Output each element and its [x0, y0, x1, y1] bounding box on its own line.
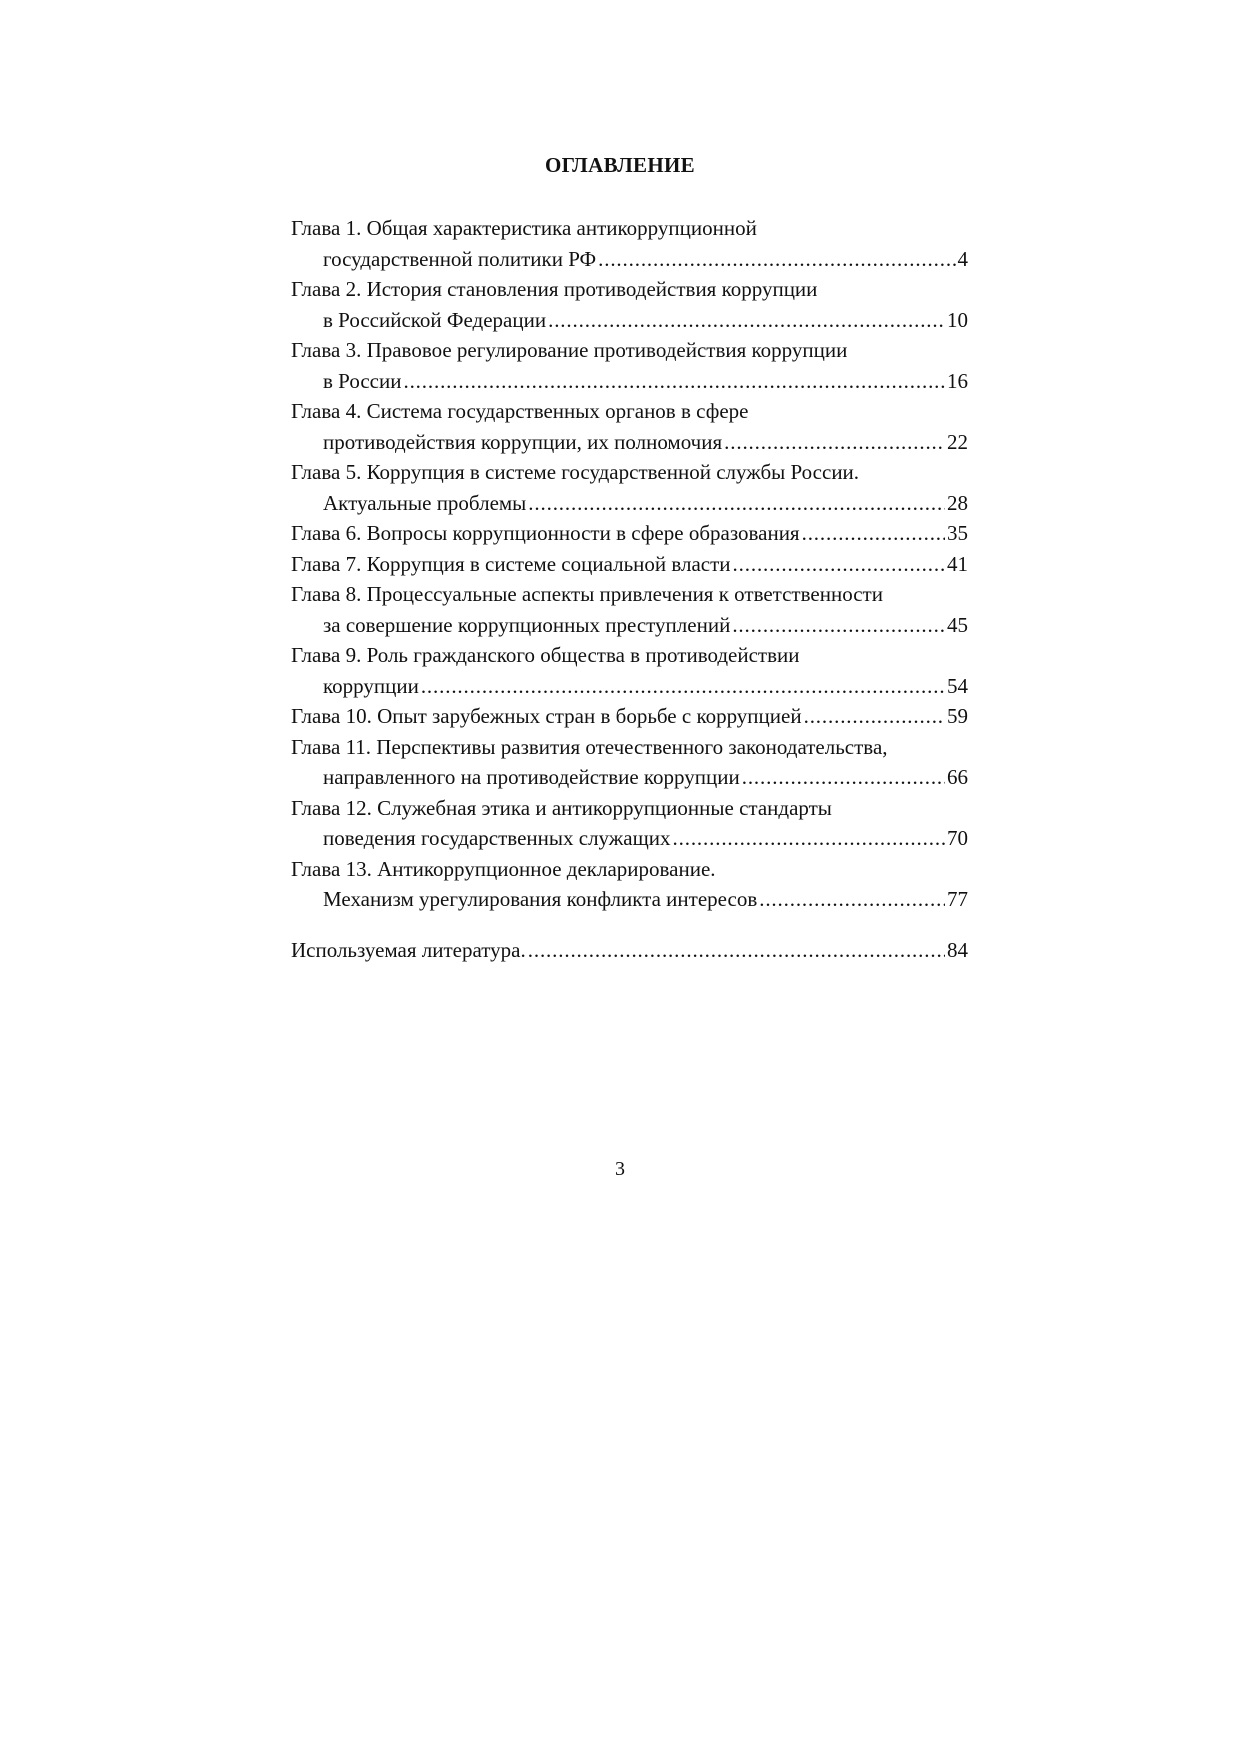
toc-entry-text: поведения государственных служащих	[323, 826, 671, 850]
toc-entry-text: Актуальные проблемы	[323, 490, 527, 515]
toc-line	[291, 671, 968, 702]
toc-line	[291, 884, 968, 915]
toc-entry[interactable]	[291, 457, 968, 518]
toc-page-number: 16	[947, 368, 968, 393]
page-number: 3	[615, 1158, 625, 1180]
dot-leader	[733, 549, 945, 580]
toc-entry[interactable]	[291, 335, 968, 396]
toc-entry-text: Глава 11. Перспективы развития отечественного законодательства,	[291, 734, 888, 759]
toc-entry-text: противодействия коррупции, их полномочия	[323, 429, 723, 454]
toc-line	[291, 274, 968, 305]
dot-leader	[421, 671, 945, 702]
toc-entry[interactable]	[291, 640, 968, 701]
toc-entry-text: Глава 3. Правовое регулирование противодействия коррупции	[291, 338, 848, 362]
toc-page-number: 4	[957, 246, 968, 271]
toc-title: ОГЛАВЛЕНИЕ	[545, 153, 695, 177]
dot-leader	[742, 762, 945, 793]
toc-entry-text: Глава 9. Роль гражданского общества в противодействии	[291, 643, 800, 667]
toc-entry-text: Глава 1. Общая характеристика антикоррупционной	[291, 216, 757, 240]
toc-entry[interactable]	[291, 579, 968, 640]
toc-line	[291, 244, 968, 275]
toc-line	[291, 366, 968, 397]
toc-page-number: 45	[947, 612, 968, 637]
toc-entry-text: Глава 8. Процессуальные аспекты привлечения к ответственности	[291, 582, 883, 606]
toc-page-number: 28	[947, 490, 968, 515]
toc-line	[291, 305, 968, 336]
toc-line	[291, 518, 968, 549]
toc-entry-text: Используемая литература.	[291, 937, 526, 962]
toc-entry[interactable]	[291, 396, 968, 457]
toc-line	[291, 610, 968, 641]
toc-entry-text: Глава 12. Служебная этика и антикоррупционные стандарты	[291, 795, 832, 820]
toc-entry-text: Механизм урегулирования конфликта интересов	[323, 887, 758, 911]
toc-page-number: 10	[947, 307, 968, 332]
table-of-contents	[291, 213, 968, 965]
toc-line	[291, 823, 968, 854]
dot-leader	[673, 823, 945, 854]
toc-entry-text: Глава 10. Опыт зарубежных стран в борьбе с коррупцией	[291, 704, 802, 728]
toc-line	[291, 488, 968, 519]
toc-entry[interactable]	[291, 213, 968, 274]
toc-entry-text: Глава 7. Коррупция в системе социальной власти	[291, 551, 731, 576]
dot-leader	[528, 488, 945, 519]
toc-entry-literature[interactable]	[291, 935, 968, 966]
toc-entry-text: коррупции	[323, 673, 419, 698]
toc-entry[interactable]	[291, 549, 968, 580]
toc-entry[interactable]	[291, 274, 968, 335]
dot-leader	[759, 884, 945, 915]
toc-page-number: 77	[947, 887, 968, 911]
toc-line	[291, 732, 968, 763]
toc-line	[291, 213, 968, 244]
dot-leader	[804, 701, 945, 732]
toc-entry[interactable]	[291, 793, 968, 854]
dot-leader	[802, 518, 945, 549]
toc-line	[291, 854, 968, 885]
toc-line	[291, 579, 968, 610]
dot-leader	[724, 427, 945, 458]
dot-leader	[548, 305, 945, 336]
toc-entry[interactable]	[291, 732, 968, 793]
dot-leader	[598, 244, 955, 275]
toc-page-number: 66	[947, 765, 968, 789]
dot-leader	[528, 935, 945, 966]
toc-page-number: 22	[947, 429, 968, 454]
toc-entry[interactable]	[291, 701, 968, 732]
toc-page-number: 54	[947, 673, 968, 698]
toc-line	[291, 640, 968, 671]
toc-line	[291, 701, 968, 732]
toc-line	[291, 457, 968, 488]
toc-line	[291, 793, 968, 824]
toc-page-number: 35	[947, 521, 968, 545]
toc-entry-text: Глава 4. Система государственных органов в сфере	[291, 399, 749, 423]
toc-line	[291, 549, 968, 580]
toc-entry-text: Глава 13. Антикоррупционное декларирование.	[291, 856, 716, 881]
toc-entry-text: Глава 5. Коррупция в системе государственной службы России.	[291, 460, 860, 484]
toc-page-number: 70	[947, 826, 968, 850]
toc-line	[291, 396, 968, 427]
dot-leader	[403, 366, 945, 397]
toc-entry[interactable]	[291, 518, 968, 549]
toc-entry-text: Глава 6. Вопросы коррупционности в сфере образования	[291, 521, 800, 545]
toc-line	[291, 762, 968, 793]
toc-entry-text: направленного на противодействие коррупции	[323, 765, 740, 789]
toc-page-number: 84	[947, 937, 968, 962]
toc-line	[291, 427, 968, 458]
toc-entry-text: Глава 2. История становления противодействия коррупции	[291, 277, 818, 301]
toc-entry-text: в России	[323, 368, 402, 393]
dot-leader	[732, 610, 945, 641]
spacer	[291, 915, 968, 935]
toc-line	[291, 335, 968, 366]
toc-page-number: 59	[947, 704, 968, 728]
toc-page-number: 41	[947, 551, 968, 576]
toc-entry[interactable]	[291, 854, 968, 915]
toc-entry-text: в Российской Федерации	[323, 307, 547, 332]
toc-entry-text: за совершение коррупционных преступлений	[323, 612, 731, 637]
toc-entry-text: государственной политики РФ	[323, 246, 597, 271]
